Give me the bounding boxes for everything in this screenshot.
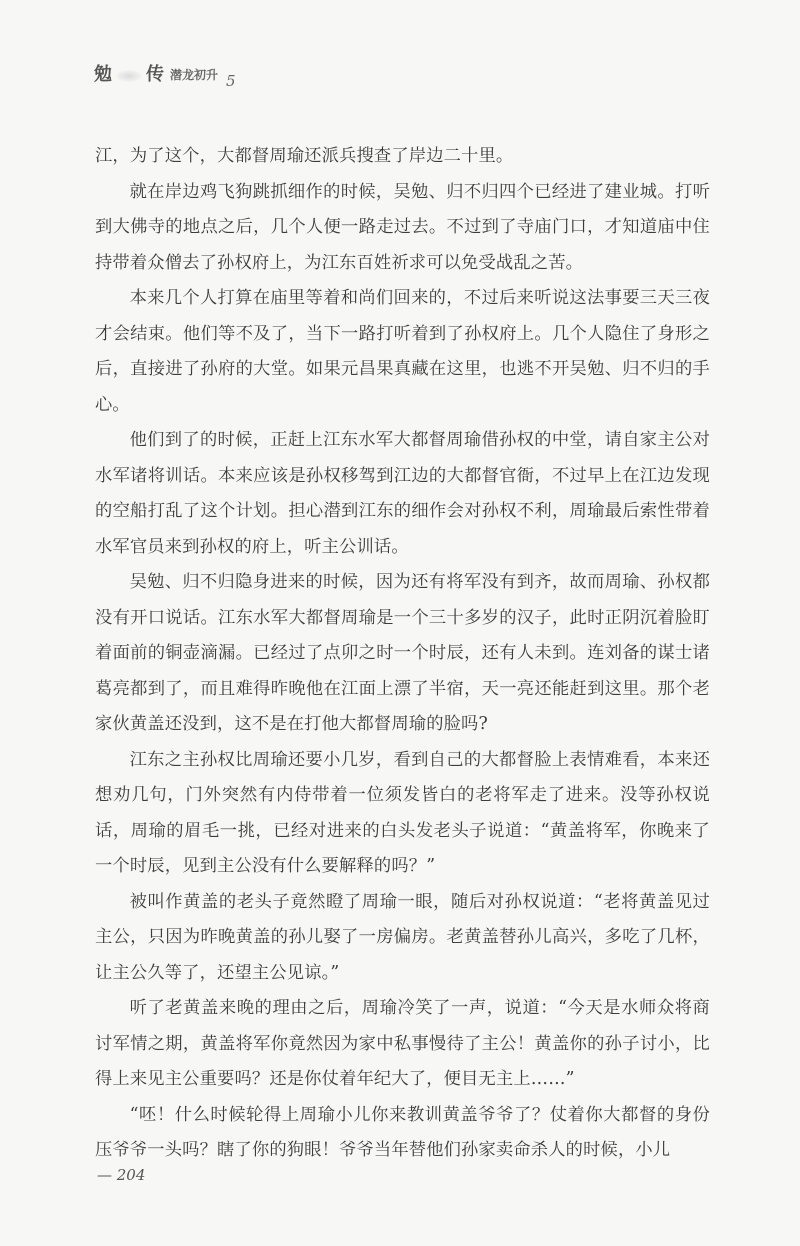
header-title-char-2: 传 (146, 64, 164, 85)
paragraph: 听了老黄盖来晚的理由之后，周瑜冷笑了一声，说道：“今天是水师众将商讨军情之期，黄盖将军你竟然因为家中私事慢待了主公！黄盖你的孙子讨小，比得上来见主公重要吗？还是你仗着年纪大了，便目无主上……” (95, 998, 710, 1089)
paragraph: “呸！什么时候轮得上周瑜小儿你来教训黄盖爷爷了？仗着你大都督的身份压爷爷一头吗？瞎了你的狗眼！爷爷当年替他们孙家卖命杀人的时候，小儿 (95, 1104, 710, 1160)
paragraph: 被叫作黄盖的老头子竟然瞪了周瑜一眼，随后对孙权说道：“老将黄盖见过主公，只因为昨晚黄盖的孙儿娶了一房偏房。老黄盖替孙儿高兴，多吃了几杯，让主公久等了，还望主公见谅。” (95, 891, 710, 983)
header-title-char-1: 勉 (94, 64, 112, 85)
paragraph: 本来几个人打算在庙里等着和尚们回来的，不过后来听说这法事要三天三夜才会结束。他们等不及了，当下一路打听着到了孙权府上。几个人隐住了身形之后，直接进了孙府的大堂。如果元昌果真藏在这里，也逃不开吴勉、归不归的手心。 (95, 288, 710, 415)
paragraph: 他们到了的时候，正赶上江东水军大都督周瑜借孙权的中堂，请自家主公对水军诸将训话。本来应该是孙权移驾到江边的大都督官衙，不过早上在江边发现的空船打乱了这个计划。担心潜到江东的细作会对孙权不利，周瑜最后索性带着水军官员来到孙权的府上，听主公训话。 (95, 430, 710, 557)
paragraph: 吴勉、归不归隐身进来的时候，因为还有将军没有到齐，故而周瑜、孙权都没有开口说话。江东水军大都督周瑜是一个三十多岁的汉子，此时正阴沉着脸盯着面前的铜壶滴漏。已经过了点卯之时一个时辰，还有人未到。连刘备的谋士诸葛亮都到了，而且难得昨晚他在江面上漂了半宿，天一亮还能赶到这里。那个老家伙黄盖还没到，这不是在打他大都督周瑜的脸吗? (95, 572, 710, 734)
header-smudge (116, 70, 142, 82)
page-number: — 204 (97, 1166, 146, 1184)
paragraph: 就在岸边鸡飞狗跳抓细作的时候，吴勉、归不归四个已经进了建业城。打听到大佛寺的地点之后，几个人便一路走过去。不过到了寺庙门口，才知道庙中住持带着众僧去了孙权府上，为江东百姓祈求可以免受战乱之苦。 (95, 181, 710, 273)
paragraph: 江，为了这个，大都督周瑜还派兵搜查了岸边二十里。 (95, 146, 514, 166)
body-text (95, 139, 710, 1169)
header-subtitle: 潜龙初升 (170, 68, 219, 82)
paragraph: 江东之主孙权比周瑜还要小几岁，看到自己的大都督脸上表情难看，本来还想劝几句，门外突然有内侍带着一位须发皆白的老将军走了进来。没等孙权说话，周瑜的眉毛一挑，已经对进来的白头发老头子说道：“黄盖将军，你晚来了一个时辰，见到主公没有什么要解释的吗？” (95, 749, 710, 876)
header-volume-number: 5 (226, 72, 236, 90)
running-header (94, 64, 236, 90)
